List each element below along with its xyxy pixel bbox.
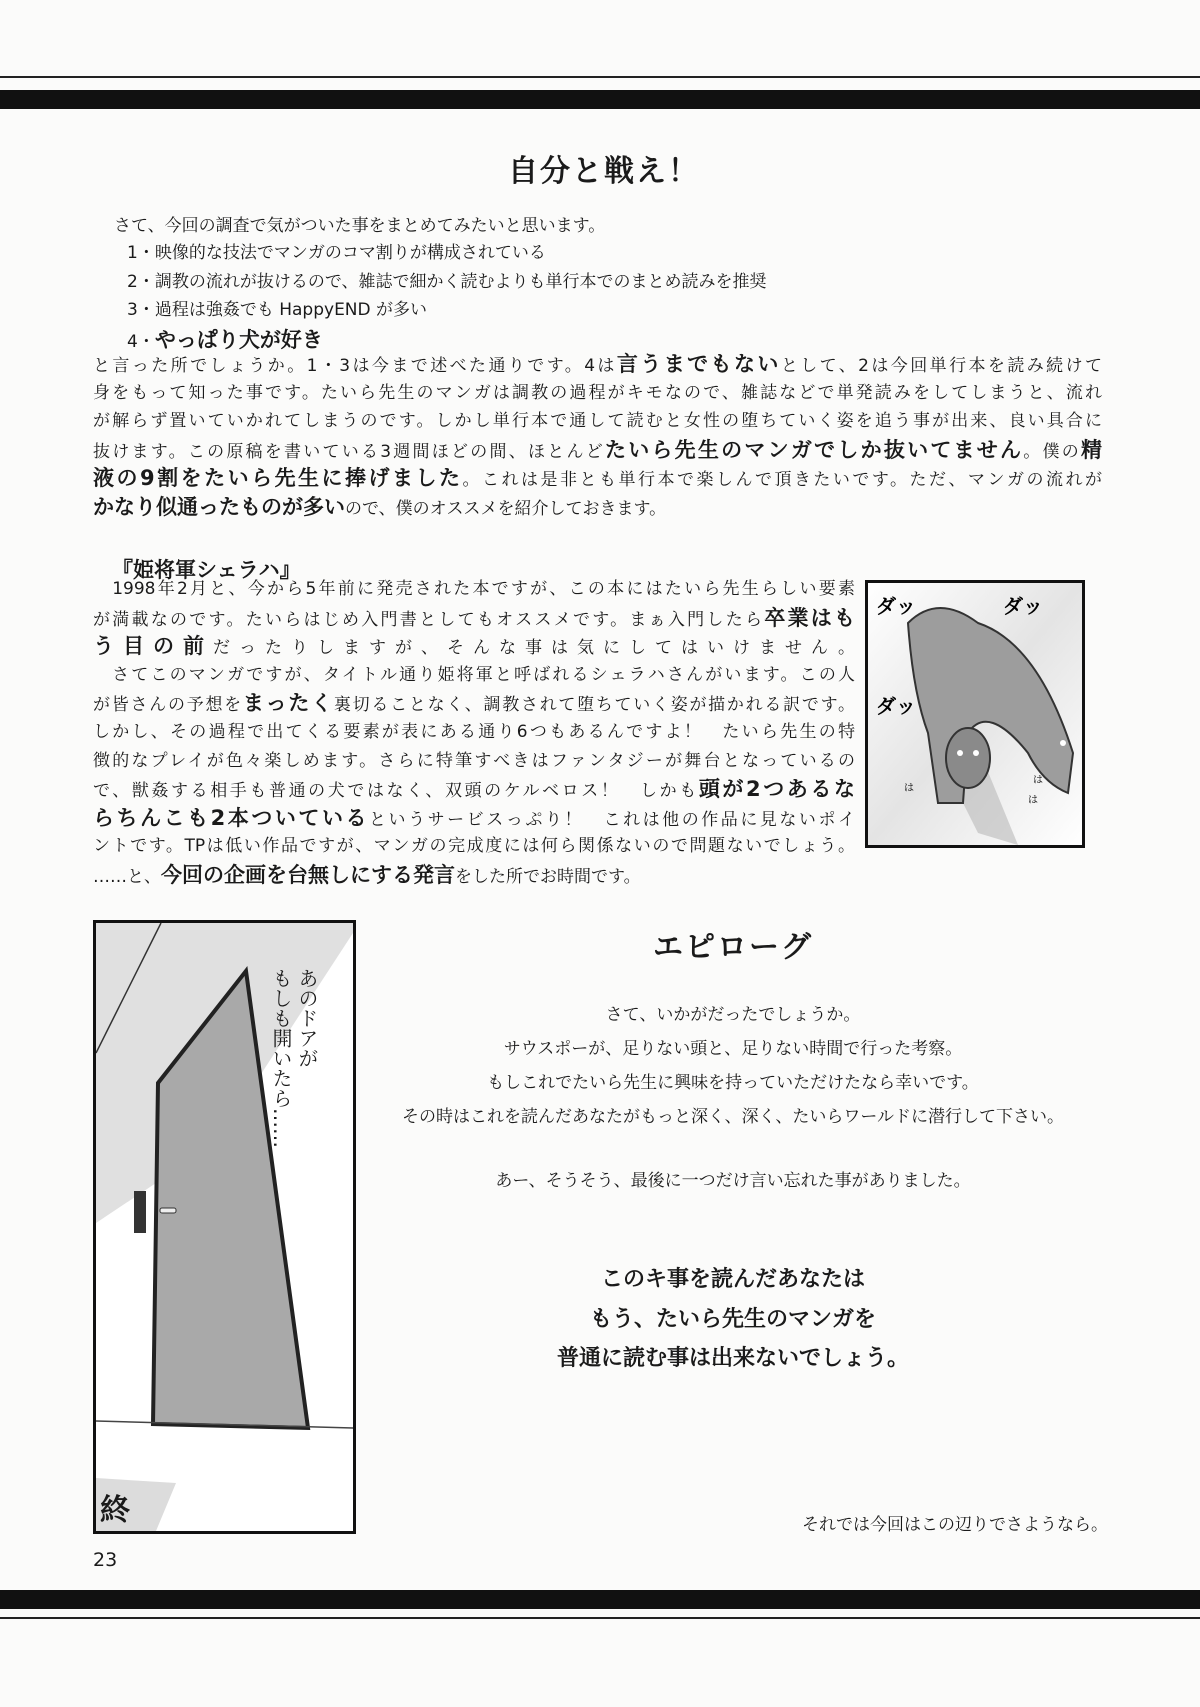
emphasis-text: かなり似通ったものが多い [93,494,345,519]
epilogue-line: さて、いかがだったでしょうか。 [605,1005,861,1025]
emphasis-text: う目の前 [93,634,213,659]
epilogue-title: エピローグ [653,930,813,965]
review-title: 『姫将軍シェラハ』 [112,558,301,582]
text-line [93,720,855,744]
cerberus-illustration [868,583,1082,845]
page-heading: 自分と戦え！ [508,154,700,189]
text-segment: さてこのマンガですが、タイトル通り姫将軍と呼ばれるシェラハさんがいます。この人 [93,664,855,685]
text-segment: で、獣姦する相手も普通の犬ではなく、双頭のケルベロス！ しかも [93,781,699,802]
sfx-text: ダッ [876,594,916,618]
text-segment: ので、僕のオススメを紹介しておきます。 [345,498,667,519]
sfx-text: ダッ [876,694,916,718]
door-caption [268,968,320,1148]
epilogue-line: あー、そうそう、最後に一つだけ言い忘れた事がありました。 [495,1171,971,1191]
emphasis-text: 精 [1081,437,1103,462]
text-line [93,863,855,889]
closing-line: このキ事を読んだあなたは [600,1267,865,1292]
text-line [93,352,1102,378]
text-segment: として、2は今回単行本を読み続けて [780,356,1103,376]
text-line [127,324,323,354]
text-line [93,749,855,773]
text-segment: 2・調教の流れが抜けるので、雑誌で細かく読むよりも単行本でのまとめ読みを推奨 [127,271,767,292]
text-line [93,606,855,632]
emphasis-text: らちんこも2本ついている [93,805,370,830]
pant-text: は [1033,775,1043,786]
text-line [93,495,1102,521]
text-segment: だったりしますが、そんな事は気にしてはいけません。 [213,638,855,659]
text-line [93,663,855,687]
text-segment: 身をもって知った事です。たいら先生のマンガは調教の過程がキモなので、雑誌などで単発読みをしてしまうと、流れ [93,382,1102,403]
emphasis-text: たいら先生のマンガでしか抜いてません [604,437,1024,462]
text-segment: 1998年2月と、今から5年前に発売された本ですが、この本にはたいら先生らしい要素 [93,579,855,599]
page-number: 23 [93,1549,118,1571]
closing-line: 普通に読む事は出来ないでしょう。 [556,1346,909,1371]
text-segment: 徴的なプレイが色々楽しめます。さらに特筆すべきはファンタジーが舞台となっているの [93,750,855,771]
text-segment: ントです。TPは低い作品ですが、マンガの完成度には何ら関係ないので問題ないでしょう。 [93,836,855,857]
text-line [93,777,855,803]
text-line [93,806,855,832]
emphasis-text: やっぱり犬が好き [154,327,323,352]
cerberus-manga-panel [865,580,1085,848]
text-segment: が解らず置いていかれてしまうのです。しかし単行本で通して読むと女性の堕ちていく姿を追う事が出来、良い具合に [93,411,1102,431]
text-segment: というサービスっぷり！ これは他の作品に見ないポイ [369,809,855,830]
text-segment: 抜けます。この原稿を書いている3週間ほどの間、ほとんど [93,441,605,462]
top-border-thin [0,76,1200,78]
epilogue-line: もしこれでたいら先生に興味を持っていただけたなら幸いです。 [487,1073,979,1093]
text-line [93,409,1102,433]
bottom-border-thin [0,1617,1200,1619]
text-segment: 4・ [127,331,155,352]
emphasis-text: 液の9割をたいら先生に捧げました [93,466,463,490]
closing-line: もう、たいら先生のマンガを [589,1307,876,1332]
text-line [93,634,855,660]
text-segment: ……と、 [93,867,161,887]
emphasis-text: 今回の企画を台無しにする発言 [161,863,455,887]
text-segment: 。僕の [1023,441,1082,462]
end-mark: 終 [100,1493,130,1528]
pant-text: は [1028,795,1038,806]
text-segment: をした所でお時間です。 [455,867,641,887]
intro-text: さて、今回の調査で気がついた事をまとめてみたいと思います。 [114,216,606,236]
text-line [93,834,855,858]
bottom-border-thick [0,1590,1200,1609]
text-line [93,577,855,601]
text-line [127,267,766,292]
text-segment: 裏切ることなく、調教されて堕ちていく姿が描かれる訳です。 [333,695,855,716]
text-line [93,691,855,717]
epilogue-line: その時はこれを読んだあなたがもっと深く、深く、たいらワールドに潜行して下さい。 [402,1107,1064,1127]
epilogue-line: サウスポーが、足りない頭と、足りない時間で行った考察。 [503,1039,963,1059]
text-segment: が満載なのです。たいらはじめ入門書としてもオススメです。まぁ入門したら [93,609,765,630]
caption-line: あのドアが [295,968,319,1068]
text-line [93,466,1102,492]
emphasis-text: 卒業はも [764,605,855,630]
text-segment: 1・映像的な技法でマンガのコマ割りが構成されている [127,243,546,263]
text-segment: しかし、その過程で出てくる要素が表にある通り6つもあるんですよ！ たいら先生の特 [93,722,855,742]
text-line [127,238,546,263]
text-segment: 。これは是非とも単行本で楽しんで頂きたいです。ただ、マンガの流れが [462,470,1102,490]
text-line [93,381,1102,405]
caption-line: もしも開いたら…… [269,968,293,1148]
text-line [127,295,427,320]
emphasis-text: 言うまでもない [616,352,781,376]
door-manga-panel [93,920,356,1534]
text-line [93,438,1102,464]
farewell-text: それでは今回はこの辺りでさようなら。 [802,1515,1108,1535]
pant-text: は [904,783,914,794]
text-segment: が皆さんの予想を [93,695,243,716]
emphasis-text: まったく [242,691,334,716]
text-segment: 3・過程は強姦でも HappyEND が多い [127,300,428,320]
top-border-thick [0,90,1200,109]
text-segment: と言った所でしょうか。1・3は今まで述べた通りです。4は [93,356,617,376]
emphasis-text: 頭が2つあるな [698,777,855,802]
sfx-text: ダッ [1003,594,1043,618]
